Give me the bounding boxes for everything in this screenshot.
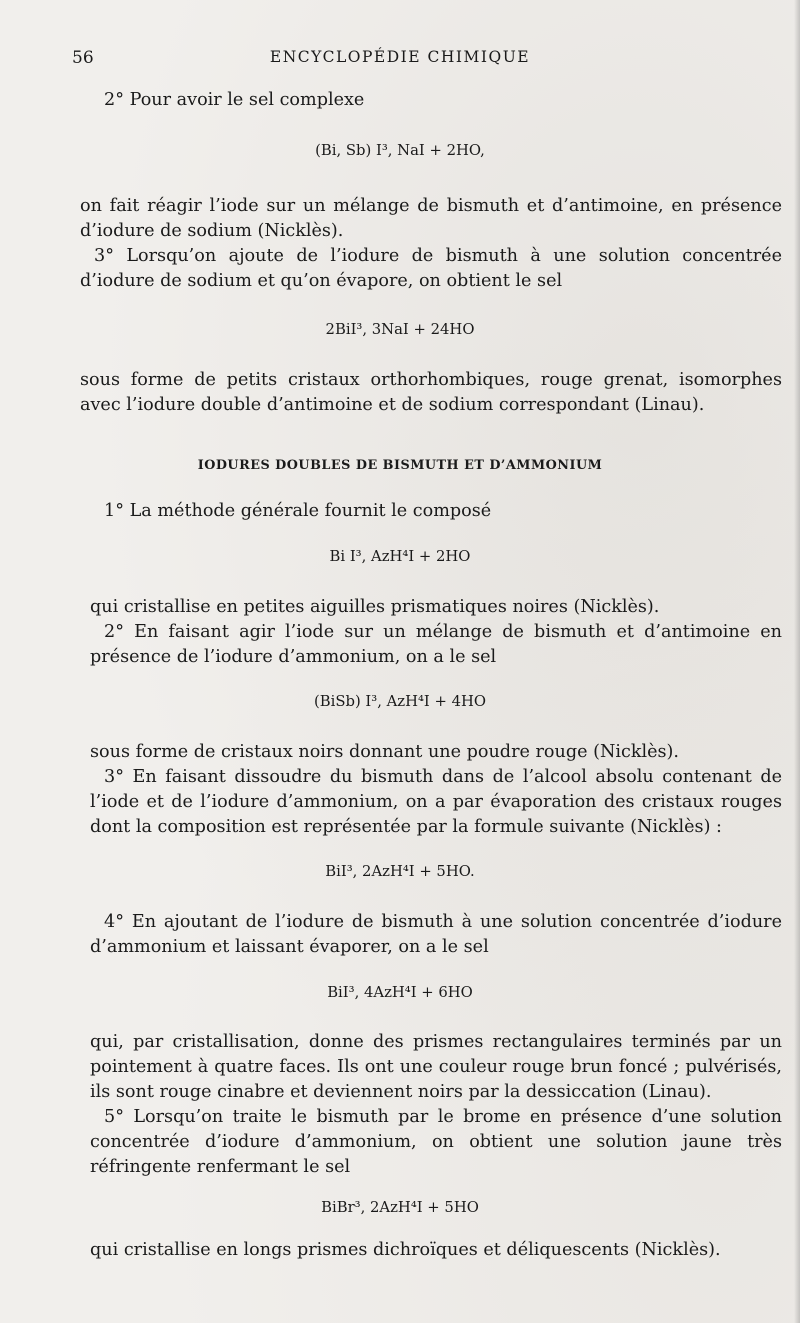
section-heading: IODURES DOUBLES DE BISMUTH ET D’AMMONIUM [197,458,603,473]
paragraph-4-ammonium: 4° En ajoutant de l’iodure de bismuth à une solution concentrée d’iodure d’ammonium et laissant évaporer, on a le sel [90,912,782,957]
formula-bii3-azh4i-2ho: Bi I³, AzH⁴I + 2HO [329,548,471,565]
paragraph-dichroic: qui cristallise en longs prismes dichroïques et déliquescents (Nicklès). [90,1240,721,1260]
paragraph-3-sodium: 3° Lorsqu’on ajoute de l’iodure de bismuth à une solution concentrée d’iodure de sodium et qu’on évapore, on obtient le sel [80,246,782,291]
paragraph-iode-reaction: on fait réagir l’iode sur un mélange de bismuth et d’antimoine, en présence d’iodure de sodium (Nicklès). [80,196,782,241]
paragraph-3-alcohol: 3° En faisant dissoudre du bismuth dans de l’alcool absolu contenant de l’iode et de l’iodure d’ammonium, on a par évaporation des cristaux rouges dont la composition est représentée par la formule suivante (Nicklès) : [90,767,782,837]
paragraph-orthorhombic: sous forme de petits cristaux orthorhombiques, rouge grenat, isomorphes avec l’iodure double d’antimoine et de sodium correspondant (Linau). [80,370,782,415]
formula-bi-sb-nai: (Bi, Sb) I³, NaI + 2HO, [315,142,485,159]
running-title: ENCYCLOPÉDIE CHIMIQUE [269,48,531,66]
formula-bibr3-2azh4i-5ho: BiBr³, 2AzH⁴I + 5HO [321,1199,479,1216]
formula-bisb-azh4i-4ho: (BiSb) I³, AzH⁴I + 4HO [313,693,487,710]
paragraph-2-intro: 2° Pour avoir le sel complexe [104,90,365,110]
paragraph-prisms: qui, par cristallisation, donne des prismes rectangulaires terminés par un pointement à quatre faces. Ils ont une couleur rouge brun foncé ; pulvérisés, ils sont rouge cinabre et deviennent noirs par la dessiccation (Linau). [90,1032,782,1102]
paragraph-needles: qui cristallise en petites aiguilles prismatiques noires (Nicklès). [90,597,660,617]
page-edge-shadow [794,0,800,1323]
formula-2bii3-3nai: 2BiI³, 3NaI + 24HO [325,321,475,338]
paragraph-1-method: 1° La méthode générale fournit le composé [104,501,492,521]
formula-bii3-2azh4i-5ho: BiI³, 2AzH⁴I + 5HO. [325,863,475,880]
paragraph-5-brome: 5° Lorsqu’on traite le bismuth par le brome en présence d’une solution concentrée d’iodure d’ammonium, on obtient une solution jaune très réfringente renfermant le sel [90,1107,782,1177]
paragraph-2-iode: 2° En faisant agir l’iode sur un mélange de bismuth et d’antimoine en présence de l’iodure d’ammonium, on a le sel [90,622,782,667]
formula-bii3-4azh4i-6ho: BiI³, 4AzH⁴I + 6HO [327,984,473,1001]
page-number: 56 [72,48,94,68]
paragraph-black-crystals: sous forme de cristaux noirs donnant une poudre rouge (Nicklès). [90,742,680,762]
